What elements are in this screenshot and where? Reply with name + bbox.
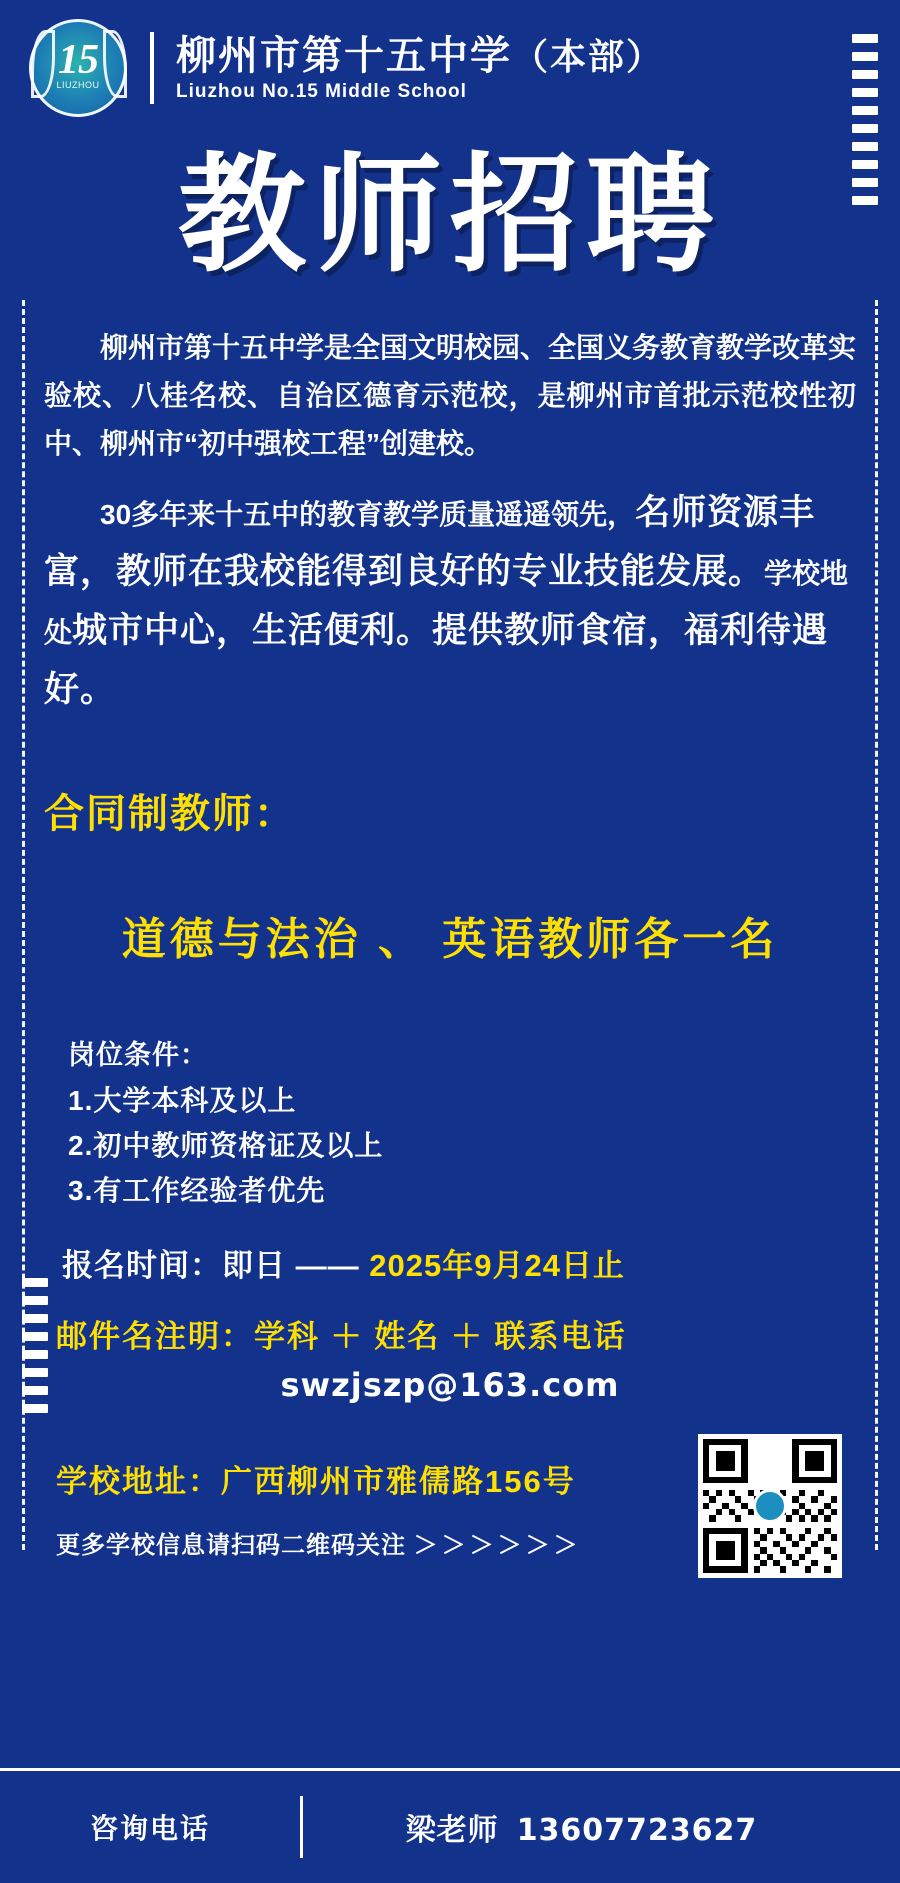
poster-body [0, 324, 900, 1578]
address-block [56, 1434, 698, 1560]
intro-p2-part-c: 学校地处 [44, 558, 849, 649]
school-address [56, 1456, 698, 1501]
condition-item: 2.初中教师资格证及以上 [68, 1130, 384, 1162]
address-and-qr-row [44, 1434, 856, 1578]
positions-list: 道德与法治 、 英语教师各一名 [121, 914, 779, 964]
footer-label: 咨询电话 [89, 1813, 210, 1844]
email-address[interactable]: swzjszp@163.com [280, 1365, 620, 1404]
scan-note-text: 更多学校信息请扫码二维码关注 [56, 1531, 406, 1559]
intro-paragraph-2 [44, 484, 856, 719]
intro-p2-part-d: 城市中心，生活便利。提供教师食宿，福利待遇好。 [44, 611, 829, 709]
deadline-date: 2025年9月24日止 [369, 1247, 625, 1283]
qr-center-logo [753, 1489, 787, 1523]
school-logo [26, 16, 132, 120]
poster-header [0, 0, 900, 110]
address-value: 广西柳州市雅儒路156号 [221, 1463, 576, 1499]
intro-p2-part-a: 30多年来十五中的教育教学质量遥遥领先， [100, 499, 636, 531]
header-divider [150, 32, 154, 104]
scan-note [56, 1525, 698, 1560]
header-text-block [176, 33, 900, 102]
intro-p2-part-b: 名师资源丰富，教师在我校能得到良好的专业技能发展。 [44, 493, 816, 592]
qr-code[interactable] [698, 1434, 842, 1578]
condition-item: 3.有工作经验者优先 [68, 1175, 326, 1207]
conditions-title: 岗位条件： [68, 1039, 208, 1070]
school-name-cn: 柳州市第十五中学 [176, 34, 512, 79]
mail-subject-note: 邮件名注明：学科 ＋ 姓名 ＋ 联系电话 [56, 1318, 627, 1354]
contract-heading: 合同制教师： [44, 791, 296, 836]
footer-contact [303, 1805, 900, 1849]
school-name-en: Liuzhou No.15 Middle School [176, 80, 467, 102]
deadline-label: 报名时间：即日 —— [62, 1247, 360, 1283]
application-deadline [44, 1240, 856, 1285]
logo-number: 15 [58, 37, 98, 83]
condition-item: 1.大学本科及以上 [68, 1084, 297, 1116]
address-label: 学校地址： [56, 1463, 221, 1499]
school-name-line [176, 35, 900, 78]
arrows-icon: ＞＞＞＞＞＞ [413, 1531, 582, 1559]
page-title: 教师招聘 [177, 141, 722, 290]
intro-paragraph-1: 柳州市第十五中学是全国文明校园、全国义务教育教学改革实验校、八桂名校、自治区德育示范校，是柳州市首批示范校性初中、柳州市“初中强校工程”创建校。 [44, 332, 857, 460]
poster-footer [0, 1768, 900, 1883]
contact-phone[interactable]: 13607723627 [516, 1813, 758, 1848]
logo-caption: LIUZHOU [56, 80, 100, 90]
school-branch: （本部） [512, 36, 665, 78]
contact-person: 梁老师 [405, 1814, 499, 1847]
conditions-block [44, 1033, 856, 1214]
